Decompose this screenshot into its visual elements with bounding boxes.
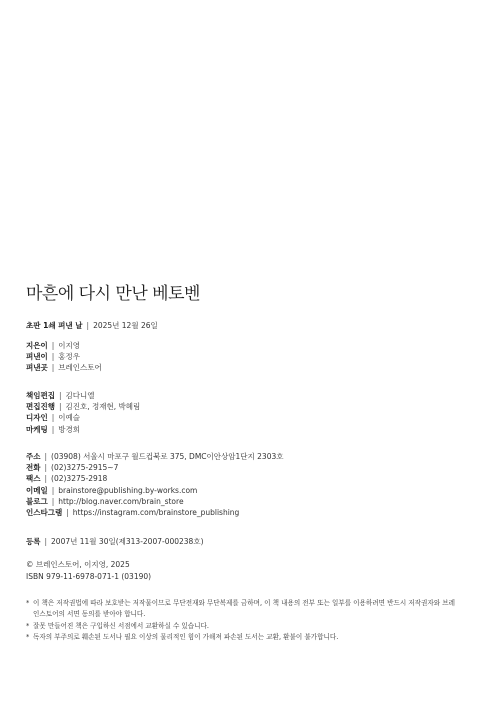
notes-block	[26, 598, 456, 644]
credit-row-imprint	[26, 362, 102, 373]
contact-value: (03908) 서울시 마포구 월드컵북로 375, DMC이안상암1단지 2303호	[51, 452, 284, 461]
staff-row-editor	[26, 390, 140, 401]
credit-label: 지은이	[26, 341, 48, 350]
separator: |	[86, 321, 90, 330]
separator: |	[66, 507, 69, 517]
staff-value: 방경희	[58, 424, 81, 434]
note-item	[26, 598, 456, 621]
note-text: 잘못 만들어진 책은 구입하신 서점에서 교환하실 수 있습니다.	[33, 621, 210, 630]
isbn-line: ISBN 979-11-6978-071-1 (03190)	[26, 571, 152, 581]
contact-row-email	[26, 485, 284, 496]
credit-value: 이지영	[58, 341, 81, 350]
credit-row-publisher	[26, 351, 102, 362]
contact-value: (02)3275-2915~7	[51, 463, 119, 473]
book-title: 마흔에 다시 만난 베토벤	[26, 284, 200, 304]
contact-value: (02)3275-2918	[51, 474, 108, 484]
staff-label: 책임편집	[26, 391, 55, 400]
registration-row	[26, 536, 204, 547]
contact-row-blog	[26, 496, 284, 507]
separator: |	[44, 463, 48, 473]
credit-label: 펴낸이	[26, 352, 48, 362]
separator: |	[51, 424, 55, 434]
staff-block	[26, 390, 140, 435]
separator: |	[51, 496, 55, 506]
separator: |	[58, 402, 62, 412]
staff-row-design	[26, 412, 140, 423]
contact-label: 주소	[26, 452, 41, 461]
staff-value: 이예슬	[58, 413, 81, 423]
contact-label: 인스타그램	[26, 507, 63, 517]
registration-block	[26, 536, 204, 547]
asterisk-bullet: *	[26, 633, 30, 642]
separator: |	[44, 452, 48, 461]
contact-value: http://blog.naver.com/brain_store	[58, 496, 184, 506]
edition-date: 2025년 12월 26일	[93, 321, 158, 330]
staff-label: 마케팅	[26, 424, 48, 434]
credit-label: 펴낸곳	[26, 363, 48, 373]
contact-row-phone	[26, 462, 284, 473]
asterisk-bullet: *	[26, 621, 30, 630]
registration-value: 2007년 11월 30일(제313-2007-000238호)	[51, 537, 204, 546]
copyright-block	[26, 559, 151, 582]
separator: |	[51, 352, 55, 362]
contact-value: brainstore@publishing.by-works.com	[58, 485, 198, 495]
separator: |	[51, 413, 55, 423]
separator: |	[58, 391, 62, 400]
contact-value: https://instagram.com/brainstore_publishing	[72, 507, 240, 517]
staff-value: 김다니엘	[65, 391, 95, 400]
staff-row-marketing	[26, 424, 140, 435]
credit-value: 홍정우	[58, 352, 81, 362]
contact-label: 블로그	[26, 496, 48, 506]
contact-label: 팩스	[26, 474, 41, 484]
note-text: 이 책은 저작권법에 따라 보호받는 저작물이므로 무단전재와 무단복제를 금하며, 이 책 내용의 전부 또는 일부를 이용하려면 반드시 저작권자와 브레인스토어의 서면 동의를 받아야 합니다.	[33, 599, 455, 619]
copyright-line: © 브레인스토어, 이지영, 2025	[26, 560, 130, 569]
credit-row-author	[26, 340, 102, 351]
credit-value: 브레인스토어	[58, 363, 102, 373]
contact-label: 전화	[26, 463, 41, 473]
contact-row-instagram	[26, 507, 284, 518]
staff-row-editing	[26, 401, 140, 412]
contact-block	[26, 451, 284, 518]
contact-row-address	[26, 451, 284, 462]
staff-value: 김진호, 정재현, 박혜림	[65, 402, 141, 412]
note-text: 독자의 부주의로 훼손된 도서나 필요 이상의 물리적인 힘이 가해져 파손된 도서는 교환, 환불이 불가합니다.	[33, 633, 339, 642]
registration-label: 등록	[26, 537, 41, 546]
asterisk-bullet: *	[26, 599, 30, 607]
separator: |	[44, 474, 48, 484]
note-item	[26, 621, 456, 632]
separator: |	[44, 537, 48, 546]
staff-label: 편집진행	[26, 402, 55, 412]
contact-label: 이메일	[26, 485, 48, 495]
staff-label: 디자인	[26, 413, 48, 423]
separator: |	[51, 341, 55, 350]
separator: |	[51, 363, 55, 373]
publishing-block	[26, 340, 102, 374]
note-item	[26, 632, 456, 643]
separator: |	[51, 485, 55, 495]
edition-line	[26, 320, 158, 331]
edition-label: 초판 1쇄 펴낸 날	[26, 321, 83, 330]
contact-row-fax	[26, 473, 284, 484]
